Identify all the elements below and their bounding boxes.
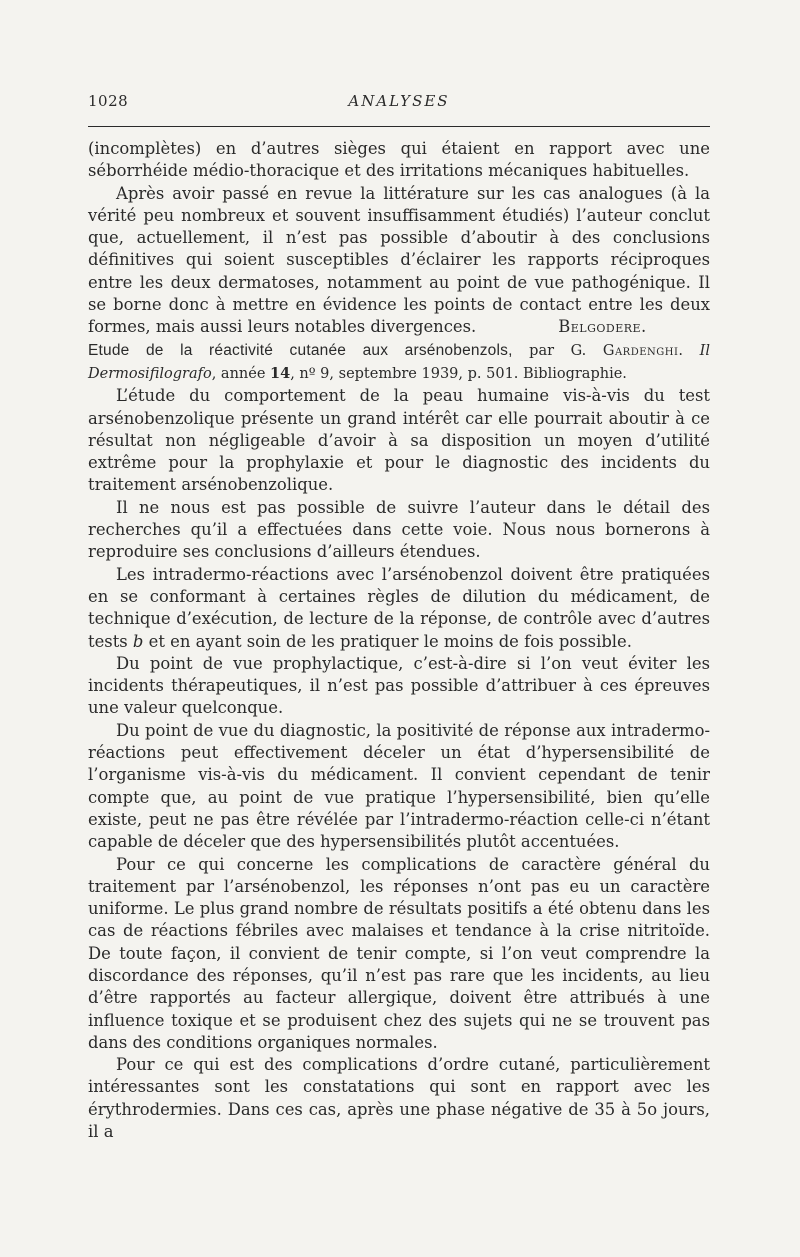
- paragraph: [88, 497, 710, 564]
- paragraph-text: (incomplètes) en d’autres sièges qui étaient en rapport avec une séborrhéide médio-thoracique et des irritations mécaniques habituelles.: [88, 139, 710, 181]
- paragraph-continued: [88, 138, 710, 183]
- paragraph-text: Il ne nous est pas possible de suivre l’auteur dans le détail des recherches qu’il a effectuées dans cette voie. Nous nous bornerons à reproduire ses conclusions d’ailleurs étendues.: [88, 497, 710, 562]
- bibliographic-entry: [88, 339, 710, 386]
- paragraph-text: L’étude du comportement de la peau humaine vis-à-vis du test arsénobenzolique présente un grand intérêt car elle pourrait aboutir à ce résultat non négligeable d’avoir à sa disposition un moyen d’utilité extrême pour la prophylaxie et pour le diagnostic des incidents du traitement arsénobenzolique.: [88, 386, 710, 495]
- paragraph-text: Du point de vue du diagnostic, la positivité de réponse aux intradermo-réactions peut effectivement déceler un état d’hypersensibilité de l’organisme vis-à-vis du médicament. Il convient cependant de tenir compte que, au point de vue pratique l’hypersensibilité, bien qu’elle existe, peut ne pas être révélée par l’intradermo-réaction celle-ci n’étant capable de déceler que des hypersensibilités plutôt accentuées.: [88, 720, 710, 852]
- entry-issue: , nº 9, septembre 1939, p. 501. Bibliographie.: [290, 365, 627, 382]
- article-body: [88, 138, 710, 1143]
- paragraph: [88, 183, 710, 339]
- reviewer-signature: Belgodere.: [558, 317, 647, 337]
- header-rule: [88, 126, 710, 127]
- paragraph-italic: b: [132, 631, 144, 651]
- paragraph: [88, 653, 710, 720]
- paragraph: [88, 1054, 710, 1143]
- paragraph-text: Pour ce qui est des complications d’ordre cutané, particulièrement intéressantes sont les constatations qui sont en rapport avec les érythrodermies. Dans ces cas, après une phase négative de 35 à 5o jours, il a: [88, 1055, 710, 1142]
- running-title: ANALYSES: [348, 92, 450, 110]
- page-header: [88, 92, 710, 114]
- entry-journal: Il Dermosifilografo: [88, 342, 710, 382]
- paragraph: [88, 720, 710, 854]
- entry-after-author: .: [678, 342, 700, 359]
- entry-volume: 14: [270, 364, 291, 382]
- paragraph: [88, 385, 710, 496]
- paragraph-text: Les intradermo-réactions avec l’arsénobenzol doivent être pratiquées en se conformant à certaines règles de dilution du médicament, de technique d’exécution, de lecture de la réponse, de contrôle avec d’autres tests: [88, 564, 710, 651]
- paragraph: [88, 854, 710, 1055]
- paragraph-text: Pour ce qui concerne les complications de caractère général du traitement par l’arsénobenzol, les réponses n’ont pas eu un caractère uniforme. Le plus grand nombre de résultats positifs a été obtenu dans les cas de réactions fébriles avec malaises et tendance à la crise nitritoïde. De toute façon, il convient de tenir compte, si l’on veut comprendre la discordance des réponses, qu’il n’est pas rare que les incidents, au lieu d’être rapportés au facteur allergique, doivent être attribués à une influence toxique et se produisent chez des sujets qui ne se trouvent pas dans des conditions organiques normales.: [88, 854, 710, 1052]
- page-number: 1028: [88, 92, 129, 110]
- entry-year-label: , année: [211, 365, 271, 382]
- paragraph-text: Du point de vue prophylactique, c’est-à-dire si l’on veut éviter les incidents thérapeutiques, il n’est pas possible d’attribuer à ces épreuves une valeur quelconque.: [88, 653, 710, 718]
- paragraph-text: et en ayant soin de les pratiquer le moins de fois possible.: [143, 631, 632, 651]
- entry-author: Gardenghi: [602, 342, 679, 359]
- paragraph: [88, 564, 710, 653]
- entry-title: Etude de la réactivité cutanée aux arsénobenzols,: [88, 341, 513, 359]
- entry-by: par G.: [512, 342, 603, 359]
- paragraph-text: Après avoir passé en revue la littérature sur les cas analogues (à la vérité peu nombreux et souvent insuffisamment étudiés) l’auteur conclut que, actuellement, il n’est pas possible d’aboutir à des conclusions définitives qui soient susceptibles d’éclairer les rapports réciproques entre les deux dermatoses, notamment au point de vue pathogénique. Il se borne donc à mettre en évidence les points de contact entre les deux formes, mais aussi leurs notables divergences.: [88, 183, 710, 337]
